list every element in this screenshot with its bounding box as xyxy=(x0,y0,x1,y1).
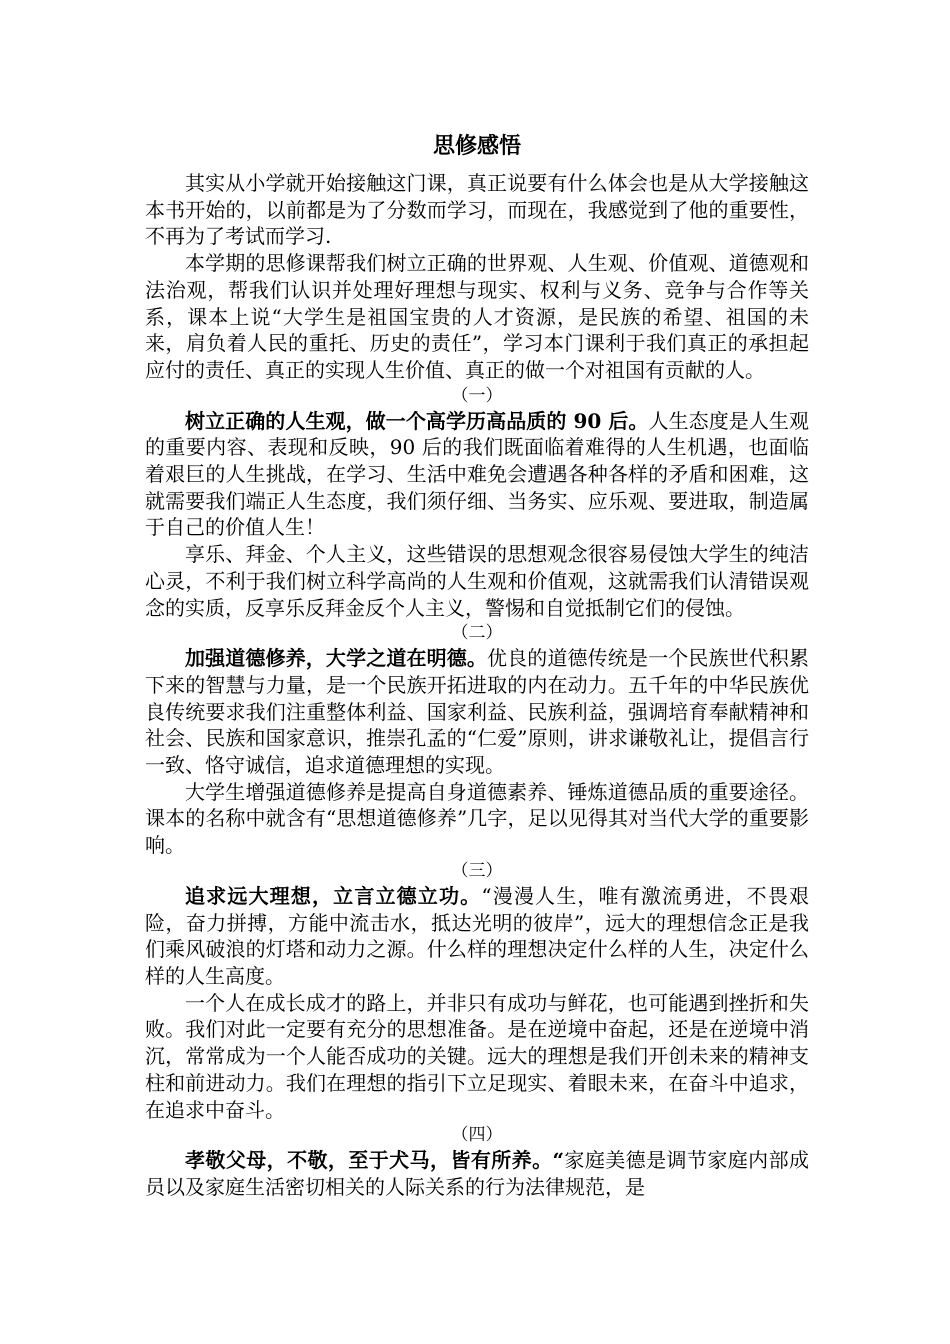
section-body: “漫漫人生，唯有激流勇进，不畏艰险，奋力拼搏，方能中流击水，抵达光明的彼岸”，远大的理想信念正是我们乘风破浪的灯塔和动力之源。什么样的理想决定什么样的人生，决定什么样的人生高度。 xyxy=(145,883,810,988)
section-body: 优良的道德传统是一个民族世代积累下来的智慧与力量，是一个民族开拓进取的内在动力。五千年的中华民族优良传统要求我们注重整体利益、国家利益、民族利益，强调培育奉献精神和社会、民族和国家意识，推崇孔孟的“仁爱”原则，讲求谦敬礼让，提倡言行一致、恪守诚信，追求道德理想的实现。 xyxy=(145,646,809,778)
section-paragraph: 享乐、拜金、个人主义，这些错误的思想观念很容易侵蚀大学生的纯洁心灵，不利于我们树立科学高尚的人生观和价值观，这就需我们认清错误观念的实质，反享乐反拜金反个人主义，警惕和自觉抵制它们的侵蚀。 xyxy=(145,542,809,620)
section-number: （二） xyxy=(451,623,503,644)
section-paragraph: 大学生增强道德修养是提高自身道德素养、锤炼道德品质的重要途径。课本的名称中就含有“思想道德修养”几字，足以见得其对当代大学的重要影响。 xyxy=(145,779,809,858)
section-lead: 树立正确的人生观，做一个高学历高品质的 90 后。 xyxy=(185,408,649,433)
section-paragraph xyxy=(145,645,809,779)
section-paragraph xyxy=(145,408,809,542)
section-number: （三） xyxy=(451,860,503,881)
document-title: 思修感悟 xyxy=(432,134,521,159)
section-number: （一） xyxy=(451,385,503,406)
intro-paragraph: 本学期的思修课帮我们树立正确的世界观、人生观、价值观、道德观和法治观，帮我们认识并处理好理想与现实、权利与义务、竞争与合作等关系，课本上说“大学生是祖国宝贵的人才资源，是民族的希望、祖国的未来，肩负着人民的重托、历史的责任”，学习本门课利于我们真正的承担起应付的责任、真正的实现人生价值、真正的做一个对祖国有贡献的人。 xyxy=(145,251,809,382)
section-lead: 孝敬父母，不敬，至于犬马，皆有所养。“ xyxy=(185,1148,564,1173)
section-body: 人生态度是人生观的重要内容、表现和反映，90 后的我们既面临着难得的人生机遇，也面临着艰巨的人生挑战，在学习、生活中难免会遭遇各种各样的矛盾和困难，这就需要我们端正人生态度，我们须仔细、当务实、应乐观、要进取，制造属于自己的价值人生！ xyxy=(145,408,810,540)
section-number: （四） xyxy=(451,1125,503,1146)
section-body: 家庭美德是调节家庭内部成员以及家庭生活密切相关的人际关系的行为法律规范，是 xyxy=(145,1148,809,1199)
section-paragraph xyxy=(145,883,809,990)
section-paragraph xyxy=(145,1147,809,1200)
document-page xyxy=(145,128,809,1201)
section-lead: 加强道德修养，大学之道在明德。 xyxy=(185,646,487,671)
intro-paragraph: 其实从小学就开始接触这门课，真正说要有什么体会也是从大学接触这本书开始的，以前都是为了分数而学习，而现在，我感觉到了他的重要性，不再为了考试而学习. xyxy=(145,171,809,249)
section-lead: 追求远大理想，立言立德立功。 xyxy=(185,883,482,908)
section-paragraph: 一个人在成长成才的路上，并非只有成功与鲜花，也可能遇到挫折和失败。我们对此一定要有充分的思想准备。是在逆境中奋起，还是在逆境中消沉，常常成为一个人能否成功的关键。远大的理想是我们开创未来的精神支柱和前进动力。我们在理想的指引下立足现实、着眼未来，在奋斗中追求，在追求中奋斗。 xyxy=(145,990,809,1122)
